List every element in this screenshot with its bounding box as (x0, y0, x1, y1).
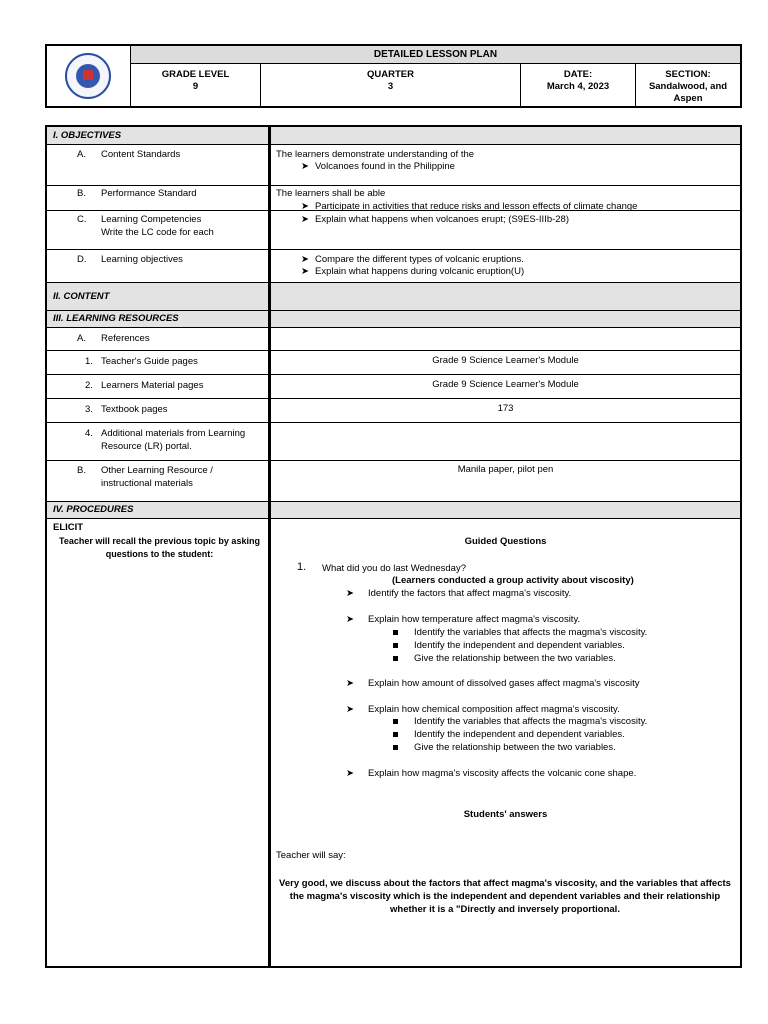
references-letter: A. (77, 333, 86, 344)
other-resource-label: Other Learning Resource / (101, 465, 213, 476)
guided-questions-heading: Guided Questions (464, 536, 547, 547)
teacher-will-say: Teacher will say: (276, 850, 346, 861)
guided-subitem: Identify the independent and dependent variables. (393, 728, 625, 741)
performance-standard-item: ➤ Participate in activities that reduce risks and lesson effects of climate change (301, 201, 638, 212)
arrow-bullet-icon: ➤ (301, 266, 309, 277)
resource-value: 173 (497, 403, 514, 414)
header-table (45, 44, 742, 108)
square-bullet-icon (393, 656, 398, 661)
row-divider (47, 185, 740, 186)
question-text: What did you do last Wednesday? (322, 563, 466, 574)
square-bullet-icon (393, 630, 398, 635)
references-label: References (101, 333, 150, 344)
section-label: SECTION: (665, 69, 711, 80)
lesson-table (45, 125, 742, 968)
grade-level-cell (131, 63, 260, 106)
resource-label: Learners Material pages (101, 380, 204, 391)
date-cell (520, 63, 635, 106)
teacher-note: Teacher will recall the previous topic by asking questions to the student: (59, 536, 260, 559)
competencies-letter: C. (77, 214, 87, 225)
guided-item: ➤ Explain how chemical composition affect magma's viscosity. (346, 704, 620, 715)
row-divider (47, 249, 740, 250)
competencies-item: ➤ Explain what happens when volcanoes erupt; (S9ES-IIIb-28) (301, 214, 570, 225)
date-label: DATE: (563, 69, 593, 80)
resource-value: Grade 9 Science Learner's Module (432, 355, 579, 366)
resource-num: 2. (85, 380, 93, 391)
grade-level-label: GRADE LEVEL (161, 69, 230, 80)
learning-objective-item: ➤ Compare the different types of volcanic eruptions. (301, 254, 524, 265)
question-note: (Learners conducted a group activity about viscosity) (392, 575, 634, 586)
arrow-bullet-icon: ➤ (301, 254, 309, 265)
resources-heading: III. LEARNING RESOURCES (53, 313, 179, 324)
learning-objectives-label: Learning objectives (101, 254, 183, 265)
elicit-label: ELICIT (53, 522, 84, 533)
students-answers: Students' answers (463, 809, 548, 820)
square-bullet-icon (393, 719, 398, 724)
other-resource-label2: instructional materials (101, 478, 193, 489)
guided-item: ➤ Explain how amount of dissolved gases affect magma's viscosity (346, 678, 640, 689)
row-divider (47, 374, 740, 375)
question-number: 1. (297, 561, 307, 573)
performance-standard-intro: The learners shall be able (276, 188, 386, 199)
guided-subitem: Give the relationship between the two variables. (393, 741, 616, 754)
competencies-label2: Write the LC code for each (101, 227, 214, 238)
guided-subitem: Give the relationship between the two variables. (393, 652, 616, 665)
row-divider (47, 144, 740, 145)
row-divider (47, 398, 740, 399)
row-divider (47, 518, 740, 519)
guided-subitem: Identify the variables that affects the magma's viscosity. (393, 626, 647, 639)
arrow-bullet-icon: ➤ (346, 704, 354, 715)
learning-objective-item: ➤ Explain what happens during volcanic eruption(U) (301, 266, 525, 277)
row-divider (47, 422, 740, 423)
closing-statement: Very good, we discuss about the factors that affect magma's viscosity, and the variables that affects the magma's viscosity which is the independent and dependent variables and their relationship whether it is a "Directly and inversely proportional. (279, 878, 731, 915)
row-divider (47, 327, 740, 328)
date-value: March 4, 2023 (546, 81, 610, 92)
objectives-heading: I. OBJECTIVES (53, 130, 122, 141)
procedures-heading: IV. PROCEDURES (53, 504, 134, 515)
content-standards-label: Content Standards (101, 149, 181, 160)
arrow-bullet-icon: ➤ (346, 678, 354, 689)
competencies-label: Learning Competencies (101, 214, 202, 225)
performance-standard-letter: B. (77, 188, 86, 199)
content-standards-letter: A. (77, 149, 86, 160)
square-bullet-icon (393, 745, 398, 750)
resource-num: 1. (85, 356, 93, 367)
guided-item: ➤ Explain how temperature affect magma's viscosity. (346, 614, 581, 625)
arrow-bullet-icon: ➤ (301, 161, 309, 172)
other-resource-value: Manila paper, pilot pen (457, 464, 554, 475)
performance-standard-label: Performance Standard (101, 188, 197, 199)
guided-subitem: Identify the variables that affects the magma's viscosity. (393, 715, 647, 728)
grade-level-value: 9 (192, 81, 199, 92)
resource-label: Additional materials from Learning (101, 428, 246, 439)
arrow-bullet-icon: ➤ (301, 214, 309, 225)
content-row (47, 282, 740, 311)
arrow-bullet-icon: ➤ (346, 588, 354, 599)
arrow-bullet-icon: ➤ (346, 768, 354, 779)
objectives-row (47, 127, 740, 144)
content-standards-intro: The learners demonstrate understanding of the (276, 149, 475, 160)
arrow-bullet-icon: ➤ (346, 614, 354, 625)
learning-objectives-letter: D. (77, 254, 87, 265)
square-bullet-icon (393, 643, 398, 648)
deped-seal-icon (65, 53, 111, 99)
procedures-row (47, 501, 740, 519)
logo-cell (47, 46, 131, 106)
resource-value: Grade 9 Science Learner's Module (432, 379, 579, 390)
resource-num: 3. (85, 404, 93, 415)
resource-label2: Resource (LR) portal. (101, 441, 192, 452)
guided-subitem: Identify the independent and dependent variables. (393, 639, 625, 652)
section-value: Sandalwood, and Aspen (648, 81, 728, 104)
guided-item: ➤ Explain how magma's viscosity affects the volcanic cone shape. (346, 768, 637, 779)
content-standards-item: ➤ Volcanoes found in the Philippine (301, 161, 455, 172)
square-bullet-icon (393, 732, 398, 737)
guided-item: ➤ Identify the factors that affect magma's viscosity. (346, 588, 572, 599)
doc-title: DETAILED LESSON PLAN (131, 46, 740, 64)
row-divider (47, 350, 740, 351)
other-resource-letter: B. (77, 465, 86, 476)
resource-label: Teacher's Guide pages (101, 356, 198, 367)
resource-num: 4. (85, 428, 93, 439)
resource-label: Textbook pages (101, 404, 168, 415)
arrow-bullet-icon: ➤ (301, 201, 309, 212)
quarter-cell (260, 63, 520, 106)
quarter-label: QUARTER (367, 69, 414, 80)
section-cell (635, 63, 740, 106)
row-divider (47, 460, 740, 461)
quarter-value: 3 (387, 81, 394, 92)
content-heading: II. CONTENT (53, 291, 110, 302)
